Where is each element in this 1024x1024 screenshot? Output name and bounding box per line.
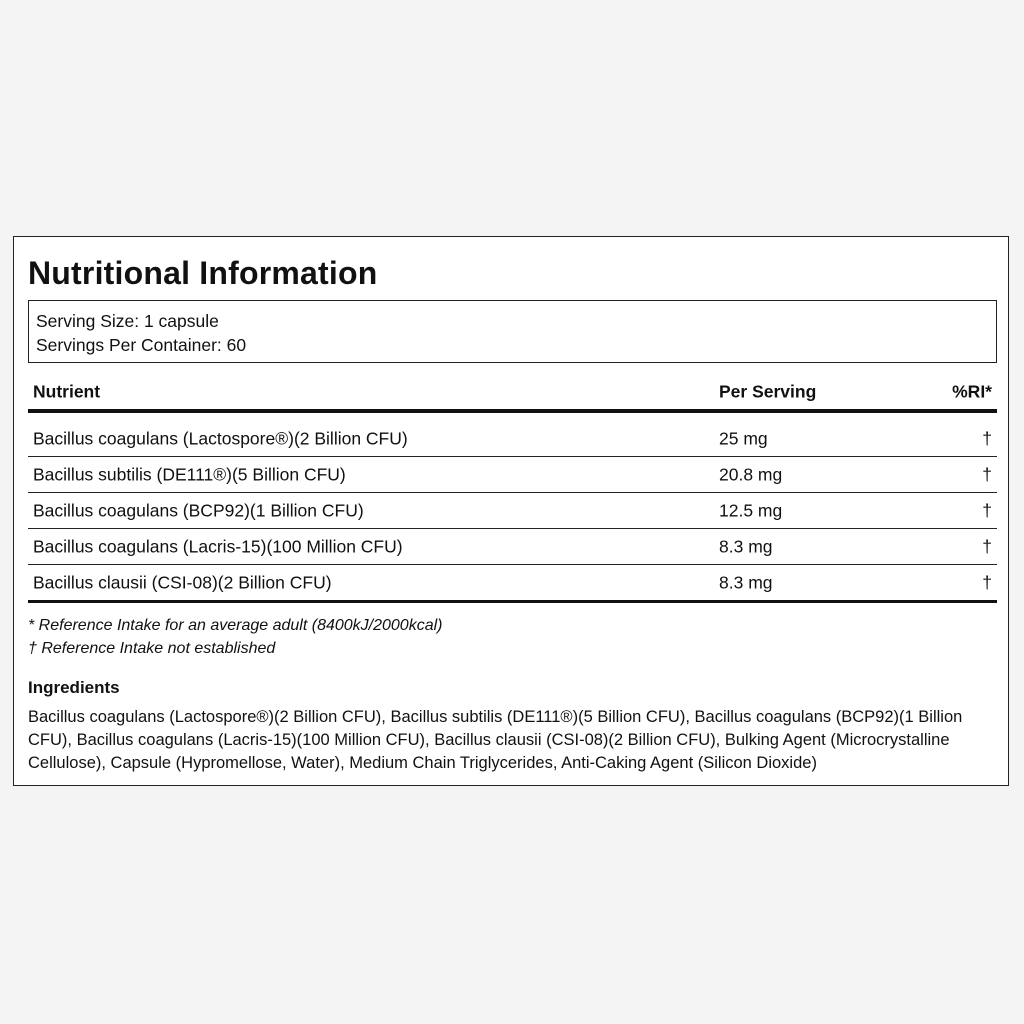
- nutrient-ri: †: [982, 500, 992, 520]
- footnotes: [28, 614, 442, 660]
- nutrient-name: Bacillus coagulans (Lacris-15)(100 Million CFU): [33, 536, 403, 556]
- nutrient-name: Bacillus subtilis (DE111®)(5 Billion CFU): [33, 464, 346, 484]
- nutrient-table: [28, 377, 997, 603]
- footnote-ri-not-established: † Reference Intake not established: [28, 640, 276, 657]
- table-row: [28, 457, 997, 493]
- nutrition-panel: [13, 236, 1009, 786]
- footnote-ri-reference: * Reference Intake for an average adult (8400kJ/2000kcal): [28, 617, 443, 634]
- serving-info-box: [28, 300, 997, 363]
- nutrient-ri: †: [982, 428, 992, 448]
- table-header: [28, 377, 997, 413]
- header-ri: %RI*: [952, 381, 992, 402]
- nutrient-amount: 8.3 mg: [719, 536, 773, 556]
- nutrient-ri: †: [982, 572, 992, 592]
- header-nutrient: Nutrient: [33, 381, 101, 402]
- table-row: [28, 529, 997, 565]
- nutrient-amount: 20.8 mg: [719, 464, 783, 484]
- servings-per-container: Servings Per Container: 60: [36, 335, 247, 355]
- nutrient-amount: 8.3 mg: [719, 572, 773, 592]
- panel-title: Nutritional Information: [28, 255, 378, 291]
- header-per-serving: Per Serving: [719, 381, 817, 402]
- nutrient-name: Bacillus clausii (CSI-08)(2 Billion CFU): [33, 572, 332, 592]
- table-row: [28, 421, 997, 457]
- nutrient-name: Bacillus coagulans (BCP92)(1 Billion CFU): [33, 500, 364, 520]
- nutrient-ri: †: [982, 536, 992, 556]
- nutrient-amount: 25 mg: [719, 428, 768, 448]
- table-row: [28, 565, 997, 603]
- nutrient-amount: 12.5 mg: [719, 500, 783, 520]
- ingredients-heading: Ingredients: [28, 678, 120, 697]
- ingredients-text: Bacillus coagulans (Lactospore®)(2 Billion CFU), Bacillus subtilis (DE111®)(5 Billion CFU), Bacillus coagulans (BCP92)(1 Billion CFU), Bacillus coagulans (Lacris-15)(100 Million CFU), Bacillus clausii (CSI-08)(2 Billion CFU), Bulking Agent (Microcrystalline Cellulose), Capsule (Hypromellose, Water), Medium Chain Triglycerides, Anti-Caking Agent (Silicon Dioxide): [28, 708, 963, 772]
- serving-size: Serving Size: 1 capsule: [36, 311, 219, 331]
- nutrient-name: Bacillus coagulans (Lactospore®)(2 Billion CFU): [33, 428, 408, 448]
- header-spacer: [28, 413, 997, 421]
- table-row: [28, 493, 997, 529]
- nutrient-ri: †: [982, 464, 992, 484]
